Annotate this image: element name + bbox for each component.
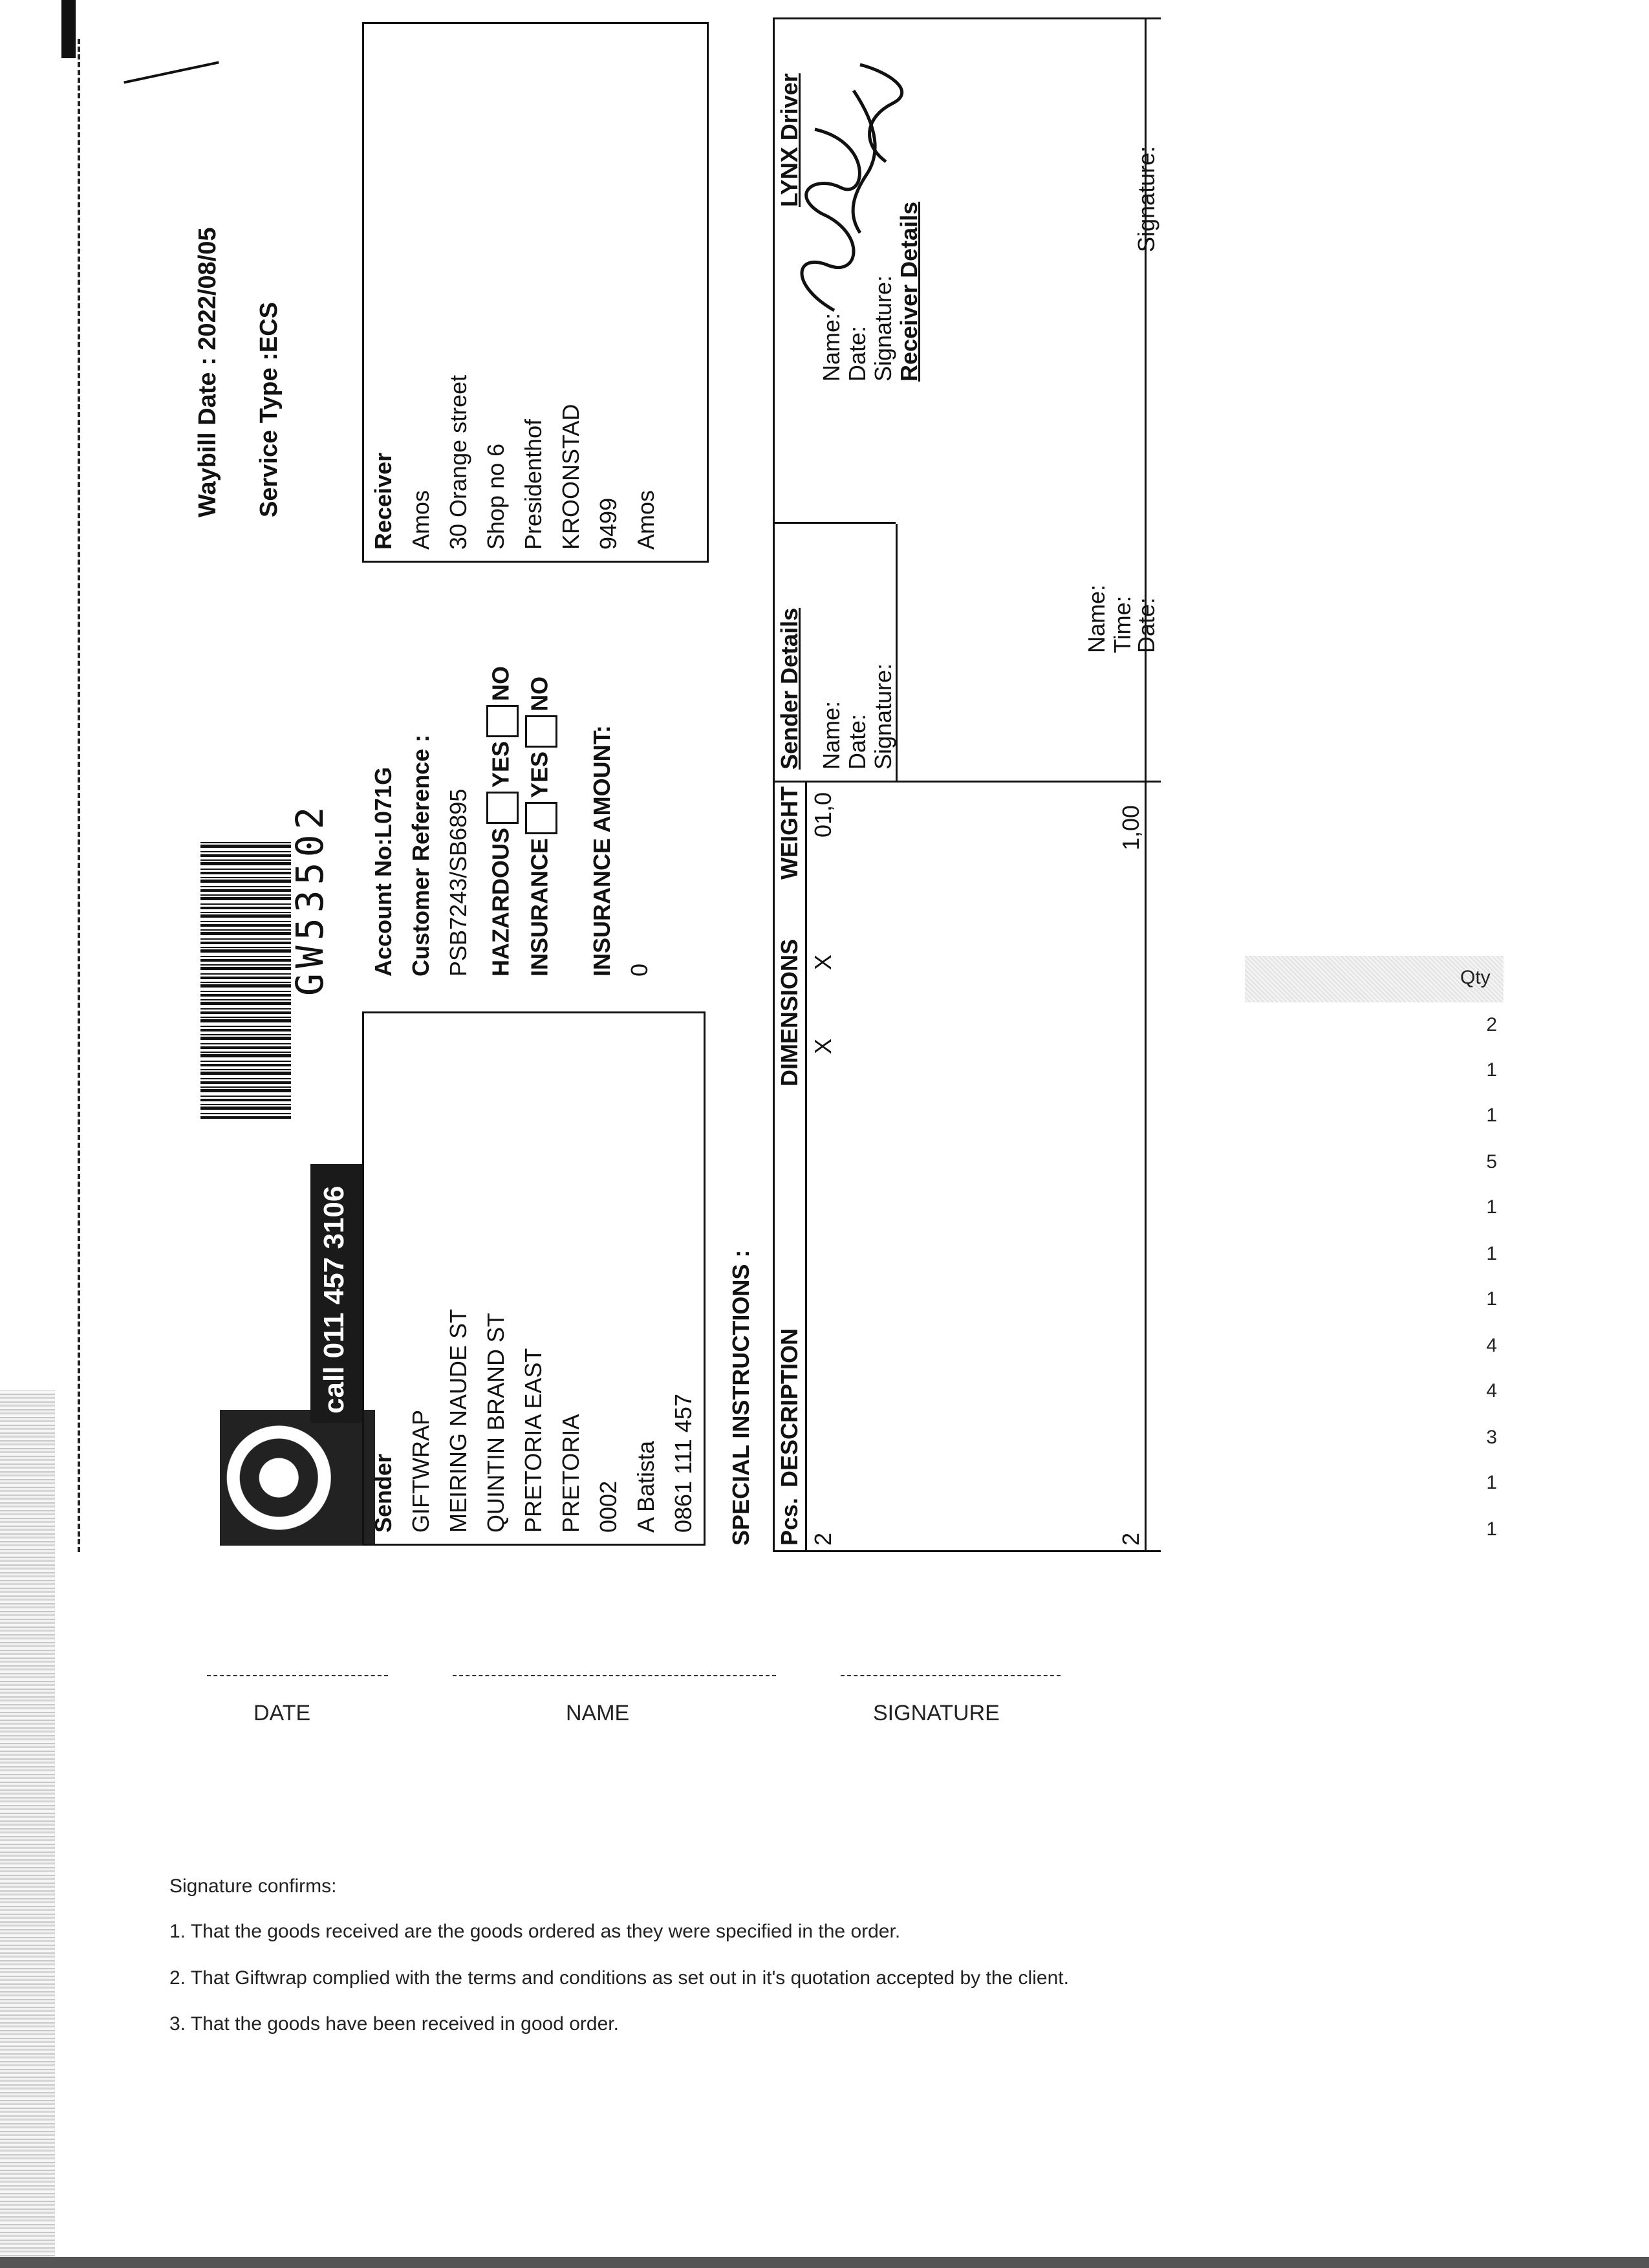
table-header-border (805, 783, 807, 1552)
sender-line: QUINTIN BRAND ST (482, 1312, 509, 1533)
sender-heading: Sender (370, 1453, 396, 1533)
service-type: Service Type :ECS (255, 301, 283, 517)
customer-reference-value: PSB7243/SB6895 (445, 788, 471, 977)
qty-value: 1 (1486, 1196, 1497, 1218)
col-dimensions: DIMENSIONS (776, 938, 803, 1086)
yes-label: YES (487, 740, 514, 788)
barcode-number: GW53502 (288, 801, 332, 996)
logo-call-text: call 011 457 3106 (318, 1185, 350, 1414)
driver-name-label: Name: (818, 312, 845, 382)
row-pcs: 2 (810, 1532, 836, 1546)
sender-details-name-label: Name: (818, 700, 845, 770)
insurance-yes-checkbox[interactable] (525, 802, 557, 834)
driver-signature-scribble (776, 52, 905, 323)
mascot-figure-icon (220, 1410, 375, 1546)
col-weight: WEIGHT (776, 786, 803, 880)
receiver-line: KROONSTAD (557, 404, 584, 550)
total-pcs: 2 (1117, 1532, 1144, 1546)
receiver-details-date-label: Date: (1133, 597, 1159, 653)
col-description: DESCRIPTION (776, 1328, 803, 1487)
tear-off-line (78, 39, 80, 1552)
qty-value: 1 (1486, 1472, 1497, 1493)
receiver-details-signature-label: Signature: (1133, 146, 1159, 252)
driver-heading: LYNX Driver (776, 73, 803, 207)
no-label: NO (526, 676, 553, 711)
staple-mark (61, 0, 76, 58)
receiver-line: 9499 (595, 497, 621, 550)
driver-date-label: Date: (844, 325, 870, 382)
qty-value: 4 (1486, 1335, 1497, 1356)
insurance-row (525, 676, 557, 977)
logo-banner (310, 1164, 362, 1423)
row-weight: 01,0 (810, 792, 836, 837)
customer-reference-label: Customer Reference : (407, 734, 434, 977)
sender-details-heading: Sender Details (776, 607, 803, 770)
insurance-label: INSURANCE (526, 837, 553, 977)
qty-value: 1 (1486, 1518, 1497, 1540)
sender-line: PRETORIA (557, 1414, 584, 1533)
table-left-border (773, 1550, 1161, 1552)
insurance-amount-label: INSURANCE AMOUNT: (588, 725, 615, 977)
sender-line: 0861 111 457 (670, 1394, 696, 1533)
row-dim-x2: X (810, 954, 836, 970)
receiver-line: Shop no 6 (482, 443, 509, 550)
name-line (453, 1675, 776, 1676)
sender-line: GIFTWRAP (407, 1410, 434, 1533)
terms-item: 2. That Giftwrap complied with the terms and conditions as set out in it's quotation accepted by the client. (169, 1967, 1069, 1989)
receiver-line: 30 Orange street (445, 374, 471, 550)
receiver-details-time-label: Time: (1109, 596, 1136, 653)
date-line (207, 1675, 388, 1676)
qty-heading: Qty (1460, 967, 1491, 988)
receiver-line: Amos (632, 490, 659, 550)
waybill-form (91, 19, 1164, 1552)
hazardous-yes-checkbox[interactable] (486, 792, 519, 824)
total-weight: 1,00 (1117, 805, 1144, 850)
sender-details-signature-label: Signature: (870, 663, 896, 770)
terms-item: 1. That the goods received are the goods ordered as they were specified in the order. (169, 1921, 901, 1942)
sender-details-date-label: Date: (844, 713, 870, 770)
account-number: Account No:L071G (370, 766, 396, 977)
special-instructions-label: SPECIAL INSTRUCTIONS : (727, 1249, 754, 1546)
waybill-date: Waybill Date : 2022/08/05 (194, 227, 221, 517)
qty-value: 1 (1486, 1105, 1497, 1126)
qty-value: 1 (1486, 1288, 1497, 1310)
qty-value: 5 (1486, 1151, 1497, 1172)
hazardous-label: HAZARDOUS (487, 828, 514, 977)
table-right-border (773, 781, 1161, 783)
sender-line: 0002 (595, 1480, 621, 1533)
name-label: NAME (566, 1701, 630, 1725)
insurance-amount-value: 0 (626, 963, 652, 977)
insurance-no-checkbox[interactable] (525, 715, 557, 748)
row-dim-x1: X (810, 1038, 836, 1054)
signature-confirms-heading: Signature confirms: (169, 1875, 337, 1897)
receiver-heading: Receiver (370, 452, 396, 550)
barcode-image (200, 841, 291, 1119)
date-label: DATE (253, 1701, 311, 1725)
table-top-border (773, 19, 775, 1552)
no-label: NO (487, 665, 514, 701)
receiver-details-heading: Receiver Details (896, 201, 922, 382)
qty-value: 2 (1486, 1014, 1497, 1035)
qty-value: 1 (1486, 1059, 1497, 1081)
company-logo (188, 1183, 382, 1546)
qty-value: 3 (1486, 1427, 1497, 1448)
scan-edge-shading (0, 1390, 55, 2268)
signature-label: SIGNATURE (873, 1701, 1000, 1725)
hazardous-no-checkbox[interactable] (486, 705, 519, 737)
driver-left-border (773, 17, 1161, 19)
driver-signature-label: Signature: (870, 275, 896, 382)
qty-value: 4 (1486, 1380, 1497, 1401)
sender-line: A Batista (632, 1440, 659, 1533)
receiver-line: Presidenthof (520, 418, 546, 550)
terms-item: 3. That the goods have been received in good order. (169, 2013, 619, 2035)
receiver-details-name-label: Name: (1083, 584, 1110, 653)
col-pcs: Pcs. (776, 1497, 803, 1546)
hazardous-row (486, 666, 519, 977)
signature-line (841, 1675, 1061, 1676)
scan-bottom-edge (0, 2257, 1649, 2268)
sender-line: PRETORIA EAST (520, 1348, 546, 1533)
sender-line: MEIRING NAUDE ST (445, 1308, 471, 1533)
receiver-line: Amos (407, 490, 434, 550)
details-divider (773, 522, 896, 524)
qty-value: 1 (1486, 1243, 1497, 1264)
yes-label: YES (526, 751, 553, 798)
